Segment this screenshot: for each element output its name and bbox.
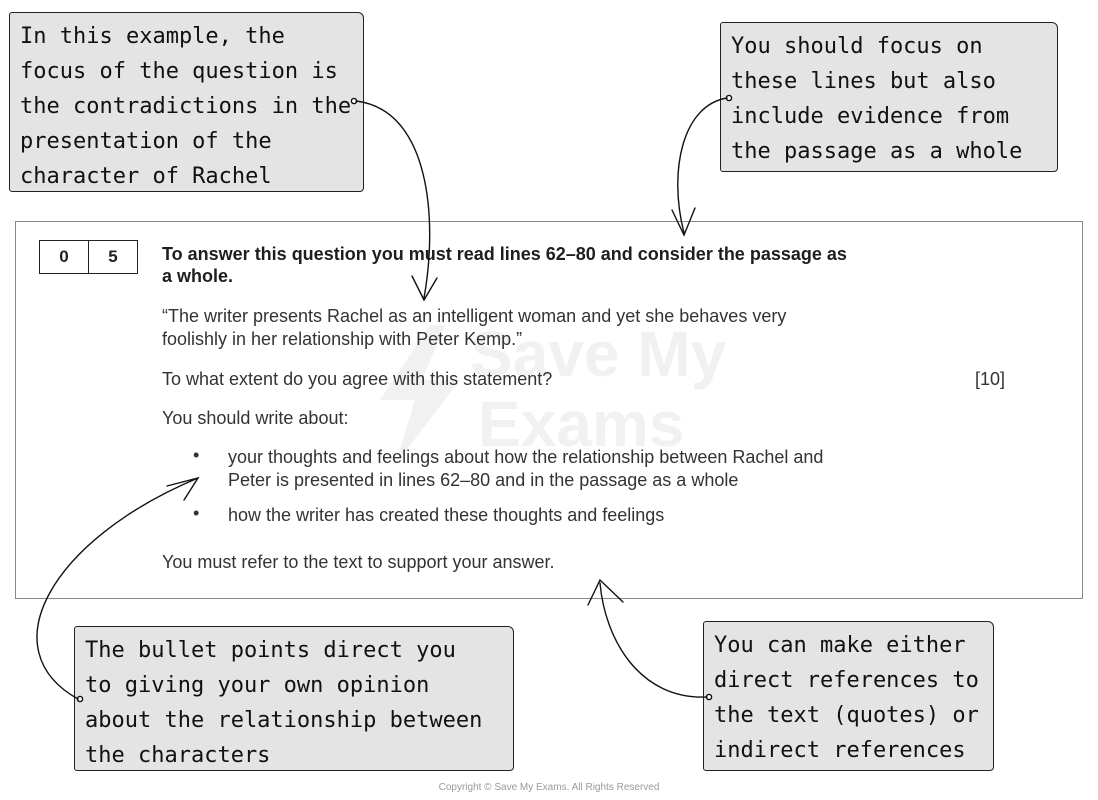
question-prompt: To what extent do you agree with this statement? [162, 369, 553, 389]
bullet-marker: • [193, 445, 200, 465]
watermark-line-2: Exams [478, 388, 685, 460]
annotation-bottom-right: You can make either direct references to the text (quotes) or indirect references [703, 621, 994, 771]
bullet-1-line-2: Peter is presented in lines 62–80 and in the passage as a whole [228, 470, 739, 490]
bullet-2-line-1: how the writer has created these thoughts and feelings [228, 505, 665, 525]
write-about-label: You should write about: [162, 408, 349, 428]
quote-line-2: foolishly in her relationship with Peter Kemp.” [162, 329, 523, 349]
arrow-to-quote [351, 98, 437, 300]
question-number-digit-1: 0 [59, 247, 69, 266]
annotation-top-right: You should focus on these lines but also include evidence from the passage as a whole [720, 22, 1058, 172]
marks-label: [10] [975, 369, 1006, 389]
watermark-line-1: Save My [470, 318, 727, 390]
quote-line-1: “The writer presents Rachel as an intelligent woman and yet she behaves very [162, 306, 787, 326]
arrow-to-line-reference [672, 95, 732, 235]
instruction-line-2: a whole. [162, 266, 234, 286]
annotation-bottom-left: The bullet points direct you to giving your own opinion about the relationship between the characters [74, 626, 514, 771]
annotation-top-left: In this example, the focus of the question is the contradictions in the presentation of the character of Rachel [9, 12, 364, 192]
instruction-line-1: To answer this question you must read lines 62–80 and consider the passage as [162, 244, 847, 264]
copyright-footer: Copyright © Save My Exams. All Rights Reserved [438, 782, 660, 793]
bullet-1-line-1: your thoughts and feelings about how the relationship between Rachel and [228, 447, 824, 467]
arrow-to-final-instruction [588, 580, 712, 700]
question-number-digit-2: 5 [88, 241, 137, 273]
final-instruction: You must refer to the text to support your answer. [162, 552, 555, 572]
bullet-marker: • [193, 503, 200, 523]
arrow-to-bullet-points [37, 478, 198, 702]
